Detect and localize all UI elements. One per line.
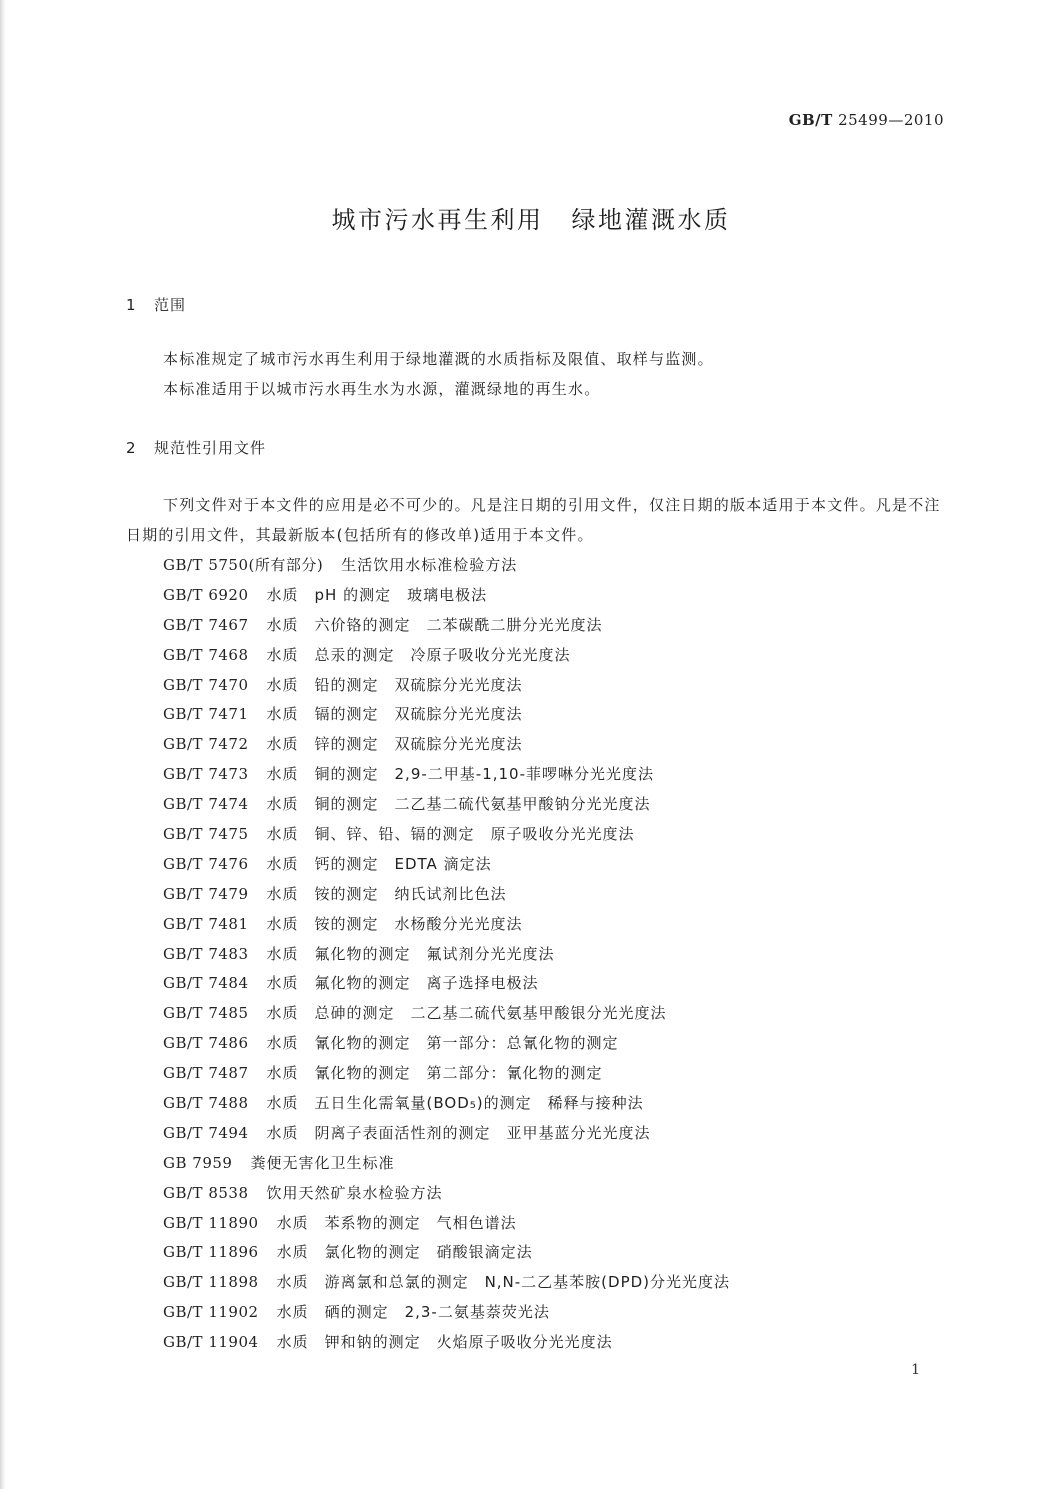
section-heading-references (126, 437, 266, 458)
reference-item (163, 1238, 730, 1268)
reference-title: 水质 pH 的测定 玻璃电极法 (266, 585, 488, 604)
reference-title: 水质 锌的测定 双硫腙分光光度法 (266, 735, 523, 754)
reference-item (163, 581, 730, 611)
reference-item (163, 700, 730, 730)
section-title: 规范性引用文件 (154, 439, 267, 457)
reference-item (163, 641, 730, 671)
reference-title: 生活饮用水标准检验方法 (341, 556, 518, 574)
reference-code: GB/T 11902 (163, 1303, 259, 1322)
reference-item (163, 910, 730, 940)
reference-item (163, 850, 730, 880)
reference-code: GB/T 8538 (163, 1183, 249, 1202)
scope-paragraph-1: 本标准规定了城市污水再生利用于绿地灌溉的水质指标及限值、取样与监测。 (163, 350, 714, 368)
reference-code: GB/T 7470 (163, 675, 249, 694)
standard-code (789, 111, 944, 129)
page-number: 1 (911, 1362, 920, 1378)
reference-title: 水质 氰化物的测定 第二部分：氰化物的测定 (266, 1064, 603, 1083)
scope-paragraph-2: 本标准适用于以城市污水再生水为水源，灌溉绿地的再生水。 (163, 380, 601, 398)
reference-title: 水质 氰化物的测定 第一部分：总氰化物的测定 (266, 1034, 619, 1053)
reference-title: 水质 铵的测定 纳氏试剂比色法 (266, 884, 507, 903)
reference-item (163, 611, 730, 641)
reference-item (163, 1268, 730, 1298)
reference-item (163, 999, 730, 1029)
reference-item (163, 790, 730, 820)
reference-code: GB/T 11904 (163, 1333, 259, 1352)
reference-code: GB/T 7467 (163, 615, 249, 634)
reference-code: GB/T 7479 (163, 884, 249, 903)
reference-item (163, 1119, 730, 1149)
reference-code: GB/T 7485 (163, 1004, 249, 1023)
reference-code: GB/T 7474 (163, 795, 249, 814)
reference-item (163, 880, 730, 910)
reference-code: GB/T 6920 (163, 585, 249, 604)
document-title-part1: 城市污水再生利用 (331, 206, 544, 234)
document-title (0, 200, 1062, 235)
reference-title: 水质 六价铬的测定 二苯碳酰二肼分光光度法 (266, 615, 603, 634)
reference-code: GB/T 7488 (163, 1094, 249, 1113)
reference-item (163, 969, 730, 999)
reference-list (163, 551, 730, 1358)
reference-title: 水质 阴离子表面活性剂的测定 亚甲基蓝分光光度法 (266, 1123, 651, 1142)
reference-title: 水质 镉的测定 双硫腙分光光度法 (266, 705, 523, 724)
reference-item (163, 1029, 730, 1059)
reference-title: 水质 铜的测定 二乙基二硫代氨基甲酸钠分光光度法 (266, 795, 651, 814)
reference-code: GB/T 7476 (163, 854, 249, 873)
reference-title: 水质 五日生化需氧量(BOD₅)的测定 稀释与接种法 (266, 1094, 644, 1113)
reference-item (163, 671, 730, 701)
reference-code: GB 7959 (163, 1153, 233, 1172)
section-number: 2 (126, 439, 137, 457)
reference-code: GB/T 7472 (163, 735, 249, 754)
reference-item (163, 1209, 730, 1239)
reference-code: GB/T 7481 (163, 914, 249, 933)
reference-title: 水质 铜、锌、铅、镉的测定 原子吸收分光光度法 (266, 825, 635, 844)
reference-item (163, 730, 730, 760)
reference-title: 水质 氟化物的测定 氟试剂分光光度法 (266, 944, 555, 963)
reference-item (163, 760, 730, 790)
reference-item (163, 1179, 730, 1209)
reference-code: GB/T 7473 (163, 765, 249, 784)
reference-title: 水质 总砷的测定 二乙基二硫代氨基甲酸银分光光度法 (266, 1004, 667, 1023)
reference-item (163, 820, 730, 850)
reference-title: 水质 游离氯和总氯的测定 N,N-二乙基苯胺(DPD)分光光度法 (276, 1273, 731, 1292)
reference-code: GB/T 11898 (163, 1273, 259, 1292)
reference-item (163, 1089, 730, 1119)
reference-title: 水质 硒的测定 2,3-二氨基萘荧光法 (276, 1303, 550, 1322)
reference-title: 水质 总汞的测定 冷原子吸收分光光度法 (266, 645, 571, 664)
reference-title: 水质 铜的测定 2,9-二甲基-1,10-菲啰啉分光光度法 (266, 765, 655, 784)
reference-title: 水质 苯系物的测定 气相色谱法 (276, 1213, 517, 1232)
reference-title: 水质 铅的测定 双硫腙分光光度法 (266, 675, 523, 694)
reference-item (163, 1059, 730, 1089)
reference-item (163, 551, 730, 581)
reference-code: GB/T 7468 (163, 645, 249, 664)
reference-item (163, 1298, 730, 1328)
reference-code: GB/T 7483 (163, 944, 249, 963)
reference-title: 粪便无害化卫生标准 (250, 1153, 395, 1172)
section-number: 1 (126, 296, 137, 314)
document-title-part2: 绿地灌溉水质 (571, 206, 731, 234)
reference-title: 水质 铵的测定 水杨酸分光光度法 (266, 914, 523, 933)
reference-item (163, 1149, 730, 1179)
reference-title: 水质 钙的测定 EDTA 滴定法 (266, 854, 492, 873)
reference-code: GB/T 7484 (163, 974, 249, 993)
section-title: 范围 (154, 296, 187, 314)
reference-item (163, 940, 730, 970)
reference-code: GB/T 7487 (163, 1064, 249, 1083)
reference-code: GB/T 7494 (163, 1123, 249, 1142)
reference-title: 饮用天然矿泉水检验方法 (266, 1183, 443, 1202)
reference-title: 水质 氯化物的测定 硝酸银滴定法 (276, 1243, 533, 1262)
standard-code-prefix: GB/T (788, 111, 833, 129)
reference-code: GB/T 5750(所有部分) (163, 556, 324, 574)
reference-code: GB/T 7471 (163, 705, 249, 724)
reference-title: 水质 钾和钠的测定 火焰原子吸收分光光度法 (276, 1333, 613, 1352)
reference-code: GB/T 11896 (163, 1243, 259, 1262)
section-heading-scope (126, 294, 186, 315)
reference-code: GB/T 7486 (163, 1034, 249, 1053)
references-intro-paragraph: 下列文件对于本文件的应用是必不可少的。凡是注日期的引用文件，仅注日期的版本适用于本文件。凡是不注日期的引用文件，其最新版本(包括所有的修改单)适用于本文件。 (126, 496, 941, 544)
reference-code: GB/T 11890 (163, 1213, 259, 1232)
standard-code-number: 25499—2010 (832, 111, 944, 129)
reference-title: 水质 氟化物的测定 离子选择电极法 (266, 974, 539, 993)
reference-code: GB/T 7475 (163, 825, 249, 844)
reference-item (163, 1328, 730, 1358)
